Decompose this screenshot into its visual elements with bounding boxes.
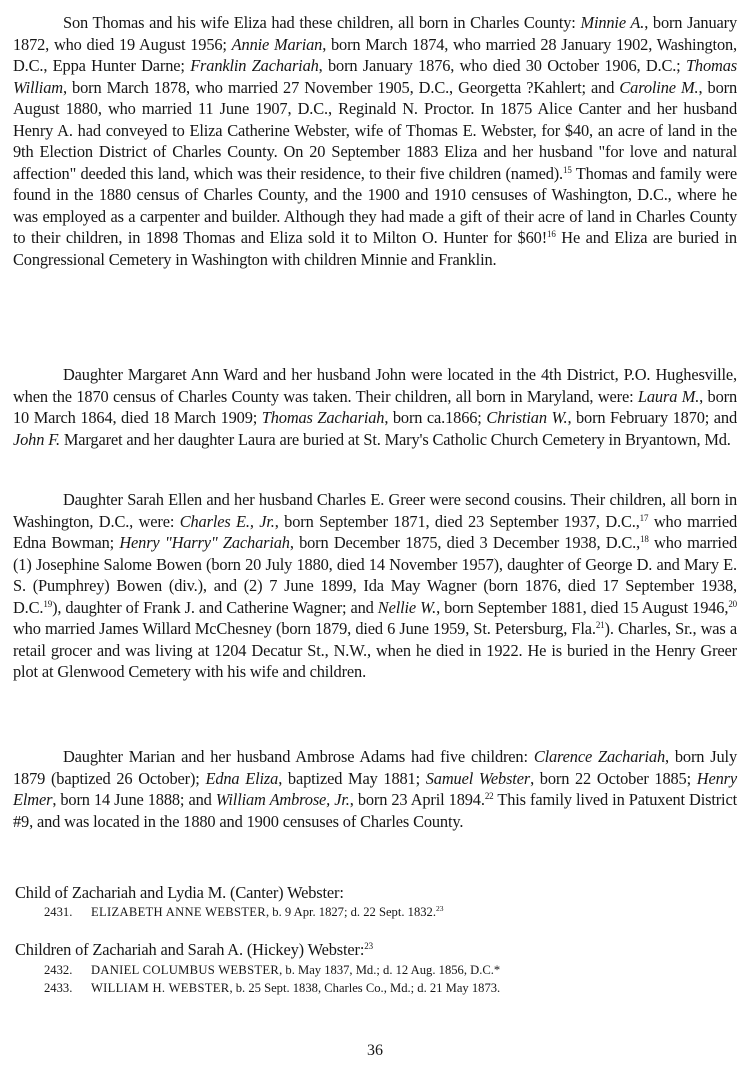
text-run: Daughter Margaret Ann Ward and her husband John were located in the 4th District, P.O. Hughesville, when the 1870 census of Charles County was taken. Their children, all born in Maryland, were: (13, 365, 737, 406)
section-heading-sarah (15, 940, 373, 960)
paragraph-thomas-family (13, 12, 737, 270)
person-name: Caroline M. (619, 77, 699, 97)
footnote-ref: 20 (728, 598, 738, 609)
text-run: , born January 1872, who died 19 August 1956; (13, 13, 737, 54)
person-name: William Ambrose, Jr. (215, 790, 350, 809)
text-run: ). Charles, Sr., was a retail grocer and was living at 1204 Decatur St., N.W., when he died in 1922. He is buried in the Henry Greer plot at Glenwood Cemetery with his wife and children. (13, 619, 737, 681)
text-run: Daughter Sarah Ellen and her husband Charles E. Greer were second cousins. Their children, all born in Washington, D.C., were: (13, 490, 737, 531)
footnote-ref: 22 (484, 791, 494, 801)
text-run: , born 22 October 1885; (530, 768, 697, 788)
text-run: He and Eliza are buried in Congressional Cemetery in Washington with children Minnie and Franklin. (13, 228, 737, 269)
page-number: 36 (367, 1042, 383, 1059)
footnote-ref: 19 (43, 598, 53, 609)
person-name: Henry "Harry" Zachariah (119, 533, 290, 552)
footnote-ref: 17 (639, 512, 649, 523)
person-name: Franklin Zachariah (190, 56, 319, 75)
person-name: Henry Elmer (13, 768, 737, 809)
entry-details: , b. May 1837, Md.; d. 12 Aug. 1856, D.C.* (279, 963, 501, 977)
paragraph-sarah-family (13, 489, 737, 683)
text-run: , born March 1878, who married 27 November 1905, D.C., Georgetta ?Kahlert; and (62, 77, 620, 97)
text-run: , born February 1870; and (567, 408, 738, 427)
text-run: , born September 1881, died 15 August 1946, (436, 597, 729, 617)
text-run: , baptized May 1881; (278, 768, 426, 788)
footnote-ref: 16 (547, 229, 556, 239)
text-run: , born March 1874, who married 28 January 1902, Washington, D.C., Eppa Hunter Darne; (13, 34, 737, 75)
entry-details: , b. 25 Sept. 1838, Charles Co., Md.; d. 21 May 1873. (229, 981, 501, 995)
entry-name: DANIEL COLUMBUS WEBSTER (91, 963, 280, 977)
text-run: , born December 1875, died 3 December 1938, D.C., (289, 533, 641, 552)
text-run: , born 14 June 1888; and (52, 790, 216, 809)
person-name: Nellie W. (377, 597, 437, 617)
footnote-ref: 21 (595, 620, 605, 630)
text-run: Son Thomas and his wife Eliza had these children, all born in Charles County: (63, 13, 581, 32)
footnote-ref: 15 (563, 164, 572, 175)
footnote-ref: 23 (436, 904, 444, 913)
paragraph-margaret-family (13, 364, 737, 450)
section-heading-text: Child of Zachariah and Lydia M. (Canter) Webster: (15, 883, 344, 902)
person-name: Thomas Zachariah (261, 408, 385, 427)
entry-name: WILLIAM H. WEBSTER (91, 981, 230, 995)
text-run: This family lived in Patuxent District #9, and was located in the 1880 and 1900 censuses of Charles County. (13, 790, 737, 831)
text-run: , born September 1871, died 23 September 1937, D.C., (274, 511, 640, 531)
person-name: Christian W. (486, 408, 568, 427)
text-run: who married Edna Bowman; (13, 511, 738, 552)
person-name: Charles E., Jr. (179, 511, 275, 531)
text-run: , born August 1880, who married 11 June 1907, D.C., Reginald N. Proctor. In 1875 Alice Canter and her husband Henry A. had conveyed to Eliza Catherine Webster, wife of Thomas E. Webster, for $40, an acre of land in the 9th Election District of Charles County. On 20 September 1883 Eliza and her husband "for love and natural affection" deeded this land, which was their residence, to their five children (named). (13, 77, 738, 183)
person-name: Edna Eliza (205, 768, 279, 788)
text-run: , born 10 March 1864, died 18 March 1909; (13, 386, 737, 427)
text-run: Margaret and her daughter Laura are buried at St. Mary's Catholic Church Cemetery in Bryantown, Md. (59, 429, 731, 449)
text-run: , born 23 April 1894. (349, 790, 485, 809)
entry-number: 2432. (44, 963, 73, 977)
person-name: Clarence Zachariah (533, 747, 665, 766)
entry-number: 2433. (44, 981, 73, 995)
section-heading-lydia (15, 883, 344, 903)
text-run: who married (1) Josephine Salome Bowen (born 20 July 1880, died 14 November 1957), daughter of George D. and Mary E. S. (Pumphrey) Bowen (div.), and (2) 7 June 1899, Ida May Wagner (born 1876, died 17 September 1938, D.C. (13, 533, 737, 617)
person-name: Annie Marian (231, 34, 323, 54)
text-run: , born January 1876, who died 30 October 1906, D.C.; (318, 56, 686, 75)
text-run: Thomas and family were found in the 1880 census of Charles County, and the 1900 and 1910 censuses of Washington, D.C., where he was employed as a carpenter and builder. Although they had made a gift of their acre of land in Charles County to their children, in 1898 Thomas and Eliza sold it to Milton O. Hunter for $60! (13, 163, 737, 247)
entry-2432 (44, 962, 500, 978)
footnote-ref: 18 (640, 534, 649, 544)
entry-2433 (44, 980, 500, 996)
footnote-ref: 23 (364, 941, 373, 951)
text-run: , born ca.1866; (384, 408, 487, 427)
person-name: John F. (13, 429, 60, 449)
text-run: Daughter Marian and her husband Ambrose Adams had five children: (63, 747, 534, 766)
person-name: Samuel Webster (425, 768, 531, 788)
text-run: , born July 1879 (baptized 26 October); (13, 747, 737, 788)
text-run: ), daughter of Frank J. and Catherine Wagner; and (52, 597, 378, 617)
person-name: Laura M. (637, 386, 700, 406)
person-name: Thomas William (13, 56, 737, 97)
text-run: who married James Willard McChesney (born 1879, died 6 June 1959, St. Petersburg, Fla. (13, 619, 596, 638)
entry-details: , b. 9 Apr. 1827; d. 22 Sept. 1832. (265, 905, 436, 919)
paragraph-marian-family (13, 746, 737, 832)
section-heading-text: Children of Zachariah and Sarah A. (Hickey) Webster: (15, 940, 365, 959)
entry-name: ELIZABETH ANNE WEBSTER (91, 905, 266, 919)
entry-2431 (44, 904, 444, 920)
person-name: Minnie A. (580, 13, 645, 32)
entry-number: 2431. (44, 905, 73, 919)
